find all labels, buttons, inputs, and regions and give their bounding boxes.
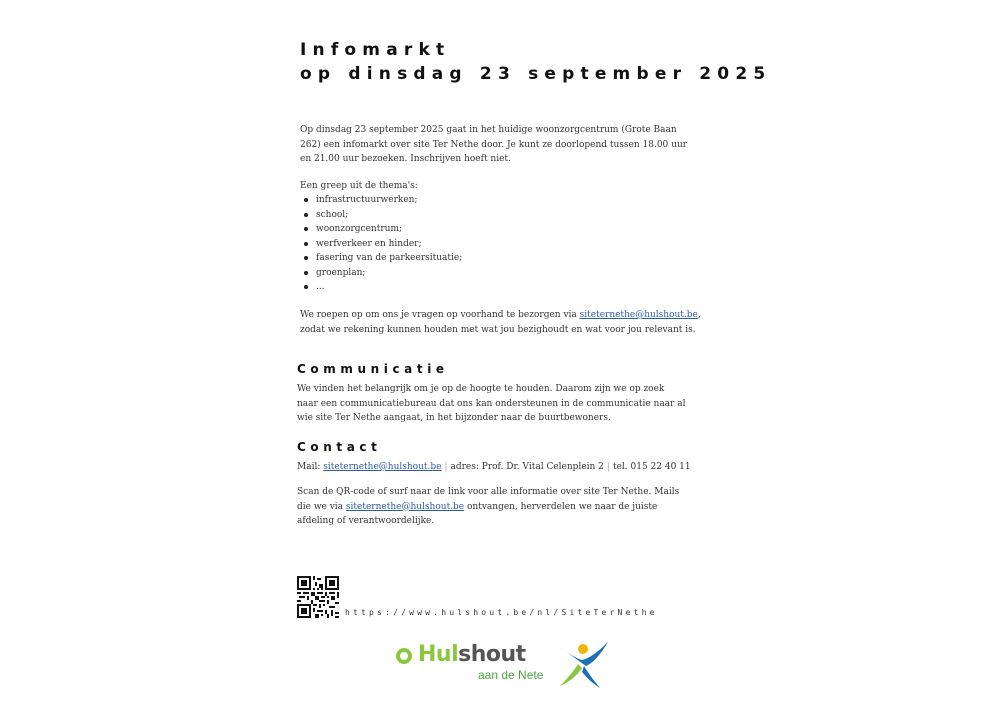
page-title xyxy=(300,38,771,86)
logo-wordmark xyxy=(418,642,526,668)
list-item: woonzorgcentrum; xyxy=(316,222,462,237)
logo-part-1: Hul xyxy=(418,642,459,667)
separator: | xyxy=(606,462,610,472)
figure-icon xyxy=(556,640,610,690)
scan-email-link[interactable]: siteternethe@hulshout.be xyxy=(345,501,465,512)
contact-phone: tel. 015 22 40 11 xyxy=(612,462,691,472)
scan-text-after: ontvangen, herverdelen we naar de juiste afdeling of verantwoordelijke. xyxy=(297,501,658,526)
contact-heading: Contact xyxy=(297,440,382,454)
communicatie-paragraph: We vinden het belangrijk om je op de hoogte te houden. Daarom zijn we op zoek naar een communicatiebureau dat ons kan ondersteunen in de communicatie naar al wie site Ter Nethe aangaat, in het bijzonder naar de buurtbewoners. xyxy=(297,384,686,423)
list-item: ... xyxy=(316,280,462,295)
contact-email-link[interactable]: siteternethe@hulshout.be xyxy=(323,462,442,472)
hulshout-logo xyxy=(396,640,610,690)
themes-label: Een greep uit de thema's: xyxy=(300,181,418,191)
list-item: infrastructuurwerken; xyxy=(316,193,462,208)
list-item: fasering van de parkeersituatie; xyxy=(316,251,462,266)
contact-line xyxy=(297,460,691,475)
themes-list xyxy=(300,193,462,295)
logo-subtitle: aan de Nete xyxy=(478,668,544,682)
call-text-before: We roepen op om ons je vragen op voorhand te bezorgen via xyxy=(300,310,580,320)
scan-paragraph xyxy=(297,485,687,529)
title-line-1: Infomarkt xyxy=(300,40,451,60)
separator: | xyxy=(444,462,448,472)
qr-code-icon[interactable] xyxy=(297,576,339,618)
list-item: groenplan; xyxy=(316,266,462,281)
mail-label: Mail: xyxy=(297,462,324,472)
contact-address: adres: Prof. Dr. Vital Celenplein 2 xyxy=(450,462,604,472)
logo-part-2: shout xyxy=(458,642,526,667)
scan-text-before: Scan de QR-code of surf naar de link voor alle informatie over site Ter Nethe. Mails die we via xyxy=(297,487,680,512)
site-url-link[interactable]: https://www.hulshout.be/nl/SiteTerNethe xyxy=(345,608,658,617)
title-line-2: op dinsdag 23 september 2025 xyxy=(300,64,772,84)
communicatie-heading: Communicatie xyxy=(297,362,449,376)
call-paragraph xyxy=(300,308,710,337)
list-item: school; xyxy=(316,208,462,223)
intro-paragraph: Op dinsdag 23 september 2025 gaat in het huidige woonzorgcentrum (Grote Baan 262) een infomarkt over site Ter Nethe door. Je kunt ze doorlopend tussen 18.00 uur en 21.00 uur bezoeken. Inschrijven hoeft niet. xyxy=(300,125,688,164)
list-item: werfverkeer en hinder; xyxy=(316,237,462,252)
logo-dot-icon xyxy=(396,648,412,664)
call-text-after: , zodat we rekening kunnen houden met wat jou bezighoudt en wat voor jou relevant is. xyxy=(300,310,701,335)
call-email-link[interactable]: siteternethe@hulshout.be xyxy=(579,310,698,320)
